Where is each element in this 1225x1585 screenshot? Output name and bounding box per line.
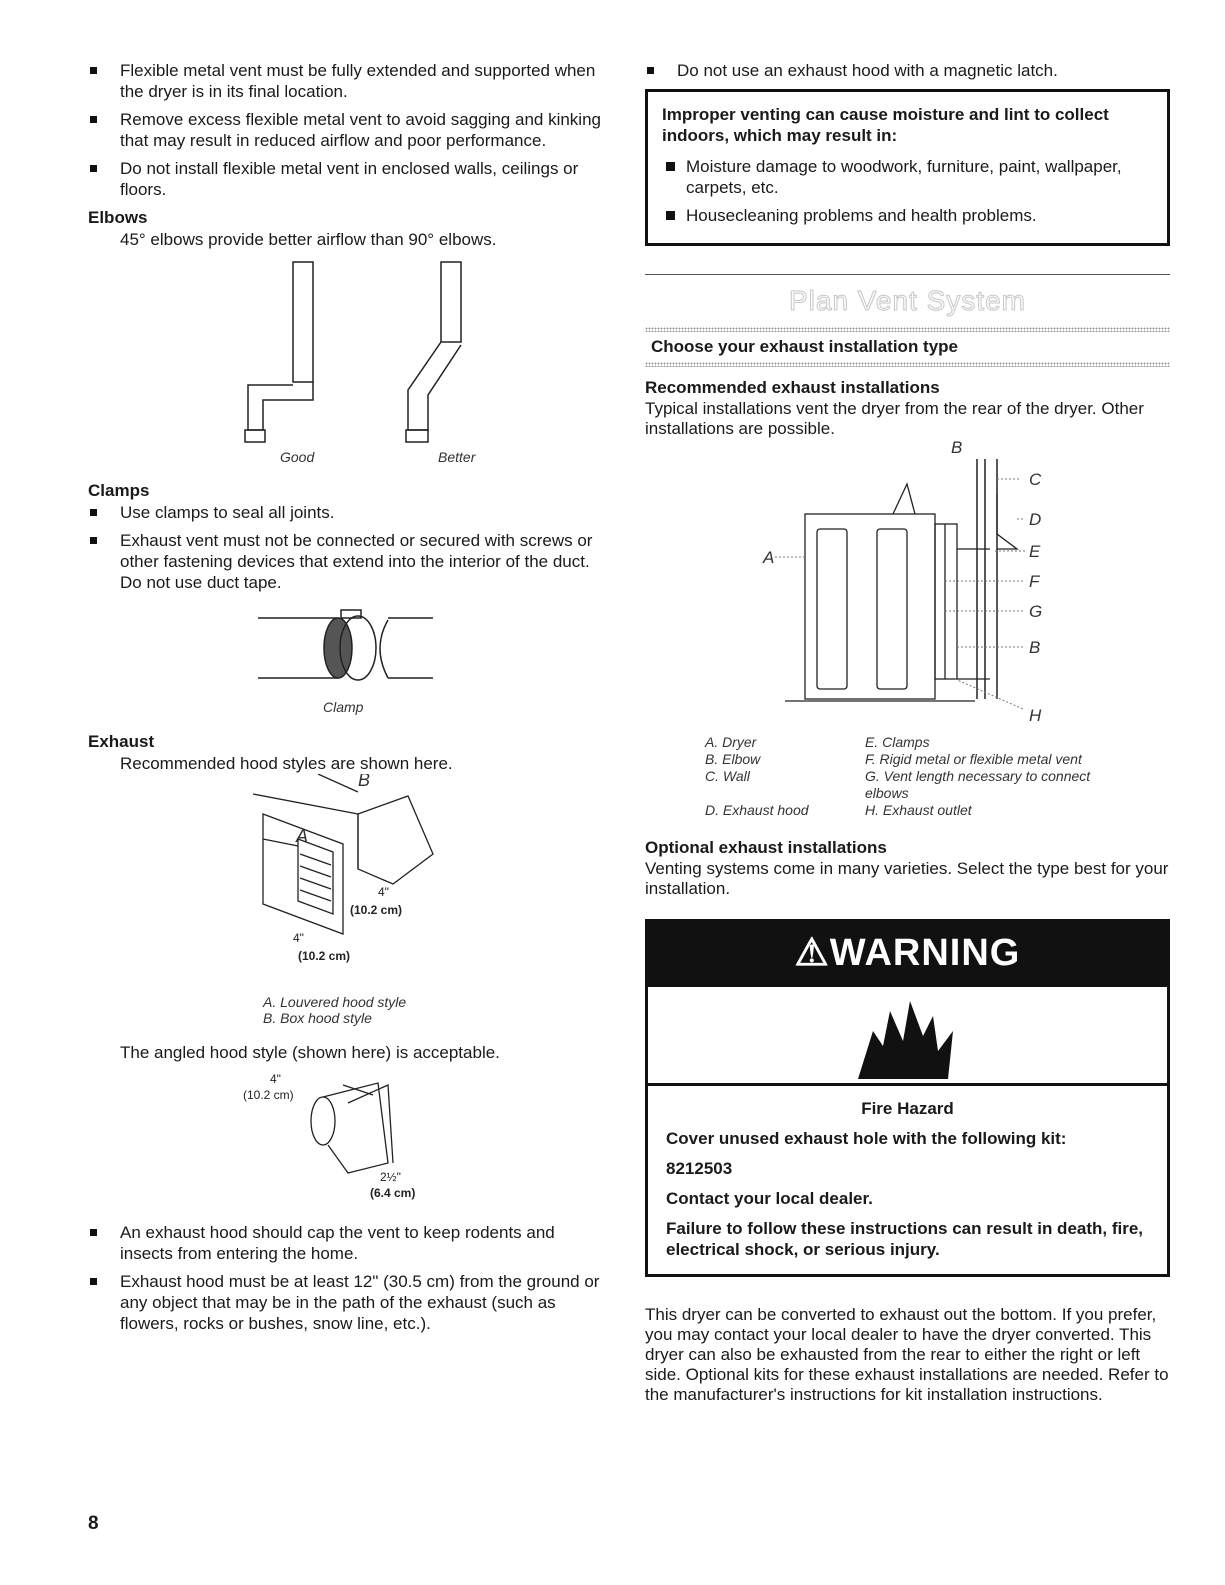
warning-line: Failure to follow these instructions can result in death, fire, electrical shock, or serious injury. bbox=[666, 1219, 1144, 1259]
vent-bullet: Remove excess flexible metal vent to avoid sagging and kinking that may result in reduced airflow and poor performance. bbox=[88, 109, 608, 151]
dim-4in-3: 4" bbox=[270, 1072, 281, 1086]
magnetic-latch-bullet: Do not use an exhaust hood with a magnetic latch. bbox=[645, 60, 1170, 81]
diagram-letter: H bbox=[1029, 706, 1042, 725]
wall-icon bbox=[977, 459, 997, 699]
angled-hood-illustration bbox=[88, 1063, 608, 1203]
optional-heading: Optional exhaust installations bbox=[645, 838, 887, 857]
kit-number: 8212503 bbox=[666, 1159, 733, 1178]
vent-icon bbox=[935, 524, 990, 679]
legend-item: D. Exhaust hood bbox=[705, 802, 809, 818]
exhaust-hood-icon bbox=[997, 494, 1017, 549]
clamps-heading: Clamps bbox=[88, 481, 150, 500]
diagram-letter: A bbox=[763, 548, 775, 567]
hood-styles-illustration bbox=[88, 774, 608, 989]
dim-4in: 4" bbox=[378, 885, 389, 899]
warning-title: WARNING bbox=[829, 932, 1021, 974]
recommended-heading: Recommended exhaust installations bbox=[645, 378, 940, 397]
exhaust-text: Recommended hood styles are shown here. bbox=[120, 754, 453, 773]
elbows-text: 45° elbows provide better airflow than 90° elbows. bbox=[120, 230, 497, 249]
clamp-illustration bbox=[88, 600, 608, 720]
elbows-heading: Elbows bbox=[88, 208, 148, 227]
warning-body bbox=[648, 1083, 1167, 1274]
legend-item: H. Exhaust outlet bbox=[865, 802, 972, 818]
vent-bullet: Do not install flexible metal vent in enclosed walls, ceilings or floors. bbox=[88, 158, 608, 200]
left-column bbox=[88, 60, 608, 1341]
diagram-letter: B bbox=[951, 439, 963, 457]
legend-item: F. Rigid metal or flexible metal vent bbox=[865, 751, 1082, 767]
diagram-letter: D bbox=[1029, 510, 1042, 529]
clamps-bullet: Use clamps to seal all joints. bbox=[88, 502, 608, 523]
diagram-letter: C bbox=[1029, 470, 1042, 489]
clamps-bullet: Exhaust vent must not be connected or secured with screws or other fastening devices that extend into the interior of the duct. Do not use duct tape. bbox=[88, 530, 608, 593]
warning-triangle-icon: ⚠ bbox=[794, 932, 830, 974]
clamp-label: Clamp bbox=[323, 699, 364, 715]
label-better: Better bbox=[438, 449, 476, 465]
section-divider bbox=[645, 274, 1170, 317]
exhaust-bullet: An exhaust hood should cap the vent to keep rodents and insects from entering the home. bbox=[88, 1222, 608, 1264]
angled-hood-icon bbox=[311, 1083, 393, 1173]
diagram-letter: F bbox=[1029, 572, 1040, 591]
diagram-letter: G bbox=[1029, 602, 1043, 621]
warning-banner bbox=[648, 922, 1167, 987]
warning-line: Cover unused exhaust hole with the following kit: bbox=[666, 1129, 1067, 1148]
exhaust-installation-diagram bbox=[645, 439, 1170, 729]
dim-10cm-3: (10.2 cm) bbox=[243, 1088, 294, 1102]
exhaust-bullet: Exhaust hood must be at least 12" (30.5 cm) from the ground or any object that may be in the path of the exhaust (such as flowers, rocks or bushes, snow line, etc.). bbox=[88, 1271, 608, 1334]
legend-item: A. Dryer bbox=[705, 734, 757, 750]
dim-10cm-2: (10.2 cm) bbox=[298, 949, 351, 963]
diagram-letter: B bbox=[1029, 638, 1041, 657]
caution-item: Housecleaning problems and health problems. bbox=[662, 205, 1155, 226]
hood-label-a: A bbox=[296, 826, 309, 846]
warning-box bbox=[645, 919, 1170, 1277]
caution-heading: Improper venting can cause moisture and lint to collect indoors, which may result in: bbox=[662, 105, 1109, 145]
elbows-illustration bbox=[88, 250, 608, 465]
label-good: Good bbox=[280, 449, 315, 465]
dim-10cm: (10.2 cm) bbox=[350, 903, 403, 917]
recommended-text: Typical installations vent the dryer from the rear of the dryer. Other installations are possible. bbox=[645, 399, 1144, 438]
dim-2half: 2½" bbox=[380, 1170, 401, 1184]
vent-bullet: Flexible metal vent must be fully extended and supported when the dryer is in its final location. bbox=[88, 60, 608, 102]
hood-caption-b: B. Box hood style bbox=[263, 1010, 372, 1026]
dryer-icon bbox=[785, 484, 975, 701]
dim-4in-2: 4" bbox=[293, 931, 304, 945]
hood-label-b: B bbox=[358, 774, 371, 790]
diagram-letter: E bbox=[1029, 542, 1041, 561]
choose-heading: Choose your exhaust installation type bbox=[651, 337, 959, 356]
legend-item: E. Clamps bbox=[865, 734, 930, 750]
dim-6cm: (6.4 cm) bbox=[370, 1186, 416, 1200]
elbow-90-icon bbox=[245, 262, 313, 442]
legend-item: G. Vent length necessary to connect elbows bbox=[865, 768, 1091, 801]
elbow-45-icon bbox=[406, 262, 461, 442]
dotted-rule bbox=[645, 362, 1170, 367]
optional-text: Venting systems come in many varieties. Select the type best for your installation. bbox=[645, 859, 1169, 898]
closing-paragraph: This dryer can be converted to exhaust out the bottom. If you prefer, you may contact your local dealer to have the dryer converted. This dryer can also be exhausted from the rear to either the right or left side. Optional kits for these exhaust installations are needed. Refer to the manufacturer's instructions for kit installation instructions. bbox=[645, 1305, 1169, 1404]
fire-hazard-title: Fire Hazard bbox=[861, 1099, 954, 1118]
clamp-icon bbox=[258, 610, 433, 680]
diagram-legend bbox=[705, 734, 1170, 819]
warning-line: Contact your local dealer. bbox=[666, 1189, 873, 1208]
angled-hood-text: The angled hood style (shown here) is acceptable. bbox=[120, 1043, 500, 1062]
exhaust-heading: Exhaust bbox=[88, 732, 155, 751]
caution-box bbox=[645, 89, 1170, 246]
legend-item: C. Wall bbox=[705, 768, 750, 784]
caution-item: Moisture damage to woodwork, furniture, paint, wallpaper, carpets, etc. bbox=[662, 156, 1155, 198]
fire-icon bbox=[848, 991, 968, 1083]
legend-item: B. Elbow bbox=[705, 751, 761, 767]
right-column bbox=[645, 60, 1170, 1405]
box-hood-icon bbox=[358, 796, 433, 884]
hood-caption-a: A. Louvered hood style bbox=[263, 994, 407, 1010]
plan-vent-system-title: Plan Vent System bbox=[788, 285, 1026, 316]
page-number: 8 bbox=[88, 1513, 99, 1534]
